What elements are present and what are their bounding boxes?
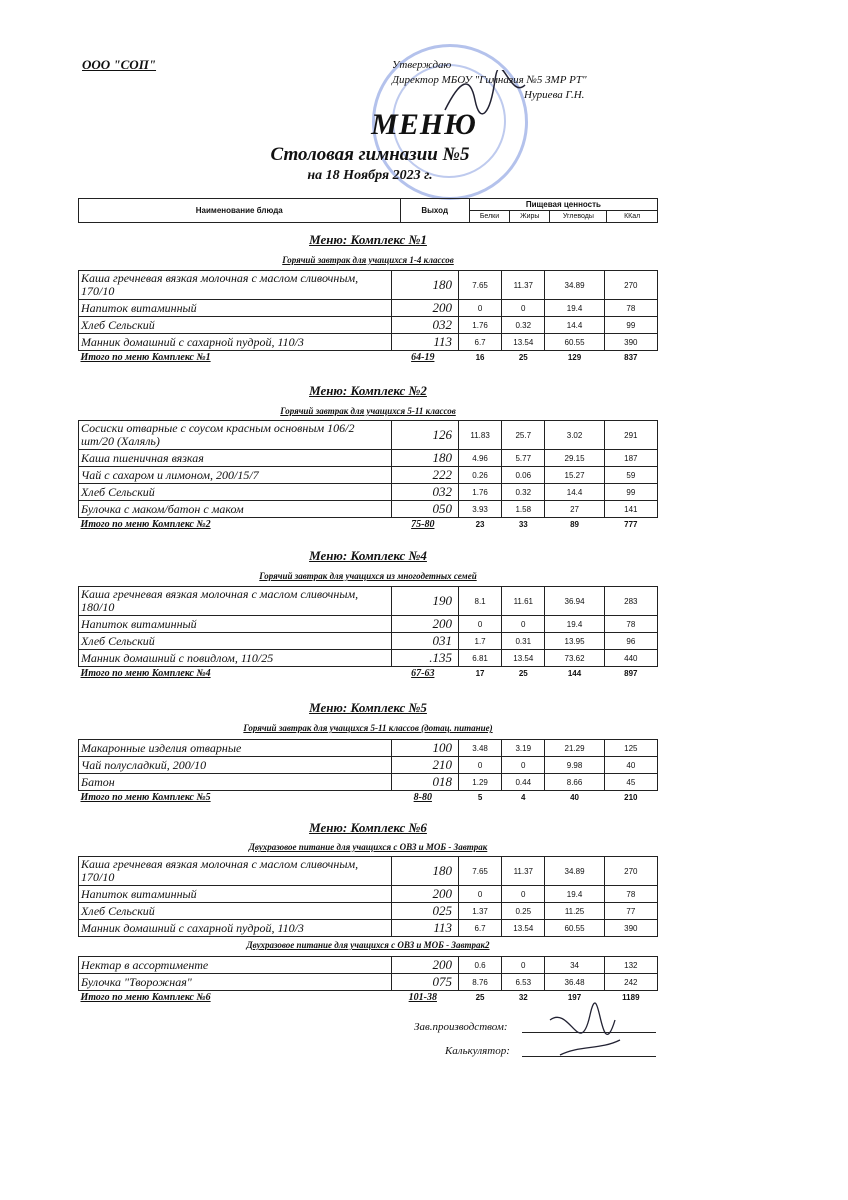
protein-value: 6.7 <box>458 334 501 351</box>
total-carbs: 129 <box>567 353 582 362</box>
fat-value: 11.37 <box>502 857 545 886</box>
fat-value: 0 <box>502 757 545 774</box>
table-row <box>79 974 658 991</box>
dish-name: Нектар в ассортименте <box>79 957 392 974</box>
col-nutrition: Пищевая ценность <box>469 199 657 211</box>
protein-value: 1.29 <box>458 774 501 791</box>
fat-value: 11.61 <box>502 587 545 616</box>
complex-table-2 <box>78 956 658 1004</box>
dish-name: Каша гречневая вязкая молочная с маслом сливочным, 170/10 <box>79 271 392 300</box>
carbs-value: 14.4 <box>545 317 604 334</box>
total-row <box>79 351 658 365</box>
kcal-value: 99 <box>604 317 657 334</box>
table-row <box>79 317 658 334</box>
total-label: Итого по меню Комплекс №5 <box>80 792 211 803</box>
fat-value: 13.54 <box>502 920 545 937</box>
fat-value: 0.06 <box>502 467 545 484</box>
dish-output: 126 <box>391 421 458 450</box>
kcal-value: 77 <box>604 903 657 920</box>
menu-date: на 18 Ноября 2023 г. <box>307 168 433 183</box>
carbs-value: 19.4 <box>545 300 604 317</box>
protein-value: 6.7 <box>458 920 501 937</box>
dish-output: 075 <box>391 974 458 991</box>
kcal-value: 96 <box>604 633 657 650</box>
carbs-value: 19.4 <box>545 886 604 903</box>
col-dish: Наименование блюда <box>79 199 401 223</box>
carbs-value: 29.15 <box>545 450 604 467</box>
fat-value: 13.54 <box>502 334 545 351</box>
kcal-value: 40 <box>604 757 657 774</box>
fat-value: 0.31 <box>502 633 545 650</box>
protein-value: 8.1 <box>458 587 501 616</box>
table-row <box>79 920 658 937</box>
complex-title: Меню: Комплекс №4 <box>309 548 427 563</box>
carbs-value: 19.4 <box>545 616 604 633</box>
complex-title: Меню: Комплекс №1 <box>309 232 427 247</box>
protein-value: 7.65 <box>458 857 501 886</box>
col-kcal: ККал <box>607 211 658 223</box>
total-protein: 23 <box>475 520 485 529</box>
kcal-value: 59 <box>604 467 657 484</box>
carbs-value: 15.27 <box>545 467 604 484</box>
total-output: 101-38 <box>408 992 437 1003</box>
total-output: 75-80 <box>411 519 435 530</box>
complex-subtitle-2: Двухразовое питание для учащихся с ОВЗ и МОБ - Завтрак2 <box>246 940 490 950</box>
kcal-value: 283 <box>604 587 657 616</box>
protein-value: 1.76 <box>458 484 501 501</box>
protein-value: 3.48 <box>458 740 501 757</box>
complex-subtitle: Горячий завтрак для учащихся 1-4 классов <box>282 255 454 265</box>
dish-name: Каша пшеничная вязкая <box>79 450 392 467</box>
table-row <box>79 886 658 903</box>
carbs-value: 21.29 <box>545 740 604 757</box>
protein-value: 3.93 <box>458 501 501 518</box>
complex-subtitle: Горячий завтрак для учащихся 5-11 классов (дотац. питание) <box>243 723 493 733</box>
calculator-label: Калькулятор: <box>445 1045 510 1057</box>
kcal-value: 390 <box>604 334 657 351</box>
table-row <box>79 484 658 501</box>
dish-output: 180 <box>391 857 458 886</box>
carbs-value: 14.4 <box>545 484 604 501</box>
complex-table <box>78 270 658 364</box>
production-label: Зав.производством: <box>414 1021 508 1033</box>
dish-output: 113 <box>391 334 458 351</box>
complex-table <box>78 586 658 680</box>
dish-name: Манник домашний с сахарной пудрой, 110/3 <box>79 920 392 937</box>
fat-value: 25.7 <box>502 421 545 450</box>
total-protein: 25 <box>475 993 485 1002</box>
carbs-value: 73.62 <box>545 650 604 667</box>
protein-value: 4.96 <box>458 450 501 467</box>
dish-output: 018 <box>391 774 458 791</box>
dish-output: 113 <box>391 920 458 937</box>
protein-value: 0 <box>458 757 501 774</box>
table-row <box>79 616 658 633</box>
dish-output: 222 <box>391 467 458 484</box>
dish-output: 200 <box>391 616 458 633</box>
table-row <box>79 587 658 616</box>
protein-value: 1.76 <box>458 317 501 334</box>
carbs-value: 36.48 <box>545 974 604 991</box>
dish-name: Напиток витаминный <box>79 616 392 633</box>
fat-value: 0 <box>502 300 545 317</box>
fat-value: 1.58 <box>502 501 545 518</box>
kcal-value: 125 <box>604 740 657 757</box>
approval-line-2: Директор МБОУ "Гимназия №5 ЗМР РТ" <box>392 74 587 86</box>
table-row <box>79 650 658 667</box>
dish-name: Напиток витаминный <box>79 886 392 903</box>
complex-subtitle: Горячий завтрак для учащихся 5-11 классов <box>280 406 456 416</box>
table-row <box>79 633 658 650</box>
complex-table <box>78 856 658 937</box>
kcal-value: 78 <box>604 886 657 903</box>
dish-output: 200 <box>391 886 458 903</box>
dish-name: Манник домашний с повидлом, 110/25 <box>79 650 392 667</box>
table-row <box>79 857 658 886</box>
col-fat: Жиры <box>510 211 550 223</box>
total-carbs: 40 <box>570 793 579 802</box>
total-label: Итого по меню Комплекс №6 <box>80 992 211 1003</box>
dish-name: Булочка "Творожная" <box>79 974 392 991</box>
total-row <box>79 791 658 805</box>
table-row <box>79 467 658 484</box>
table-row <box>79 421 658 450</box>
kcal-value: 78 <box>604 616 657 633</box>
fat-value: 0.32 <box>502 317 545 334</box>
kcal-value: 78 <box>604 300 657 317</box>
total-carbs: 89 <box>570 520 579 529</box>
protein-value: 1.7 <box>458 633 501 650</box>
total-carbs: 197 <box>567 993 582 1002</box>
fat-value: 0.25 <box>502 903 545 920</box>
dish-output: 050 <box>391 501 458 518</box>
total-kcal: 210 <box>624 793 638 802</box>
dish-name: Чай полусладкий, 200/10 <box>79 757 392 774</box>
carbs-value: 34 <box>545 957 604 974</box>
fat-value: 0.32 <box>502 484 545 501</box>
fat-value: 3.19 <box>502 740 545 757</box>
col-carbs: Углеводы <box>550 211 607 223</box>
kcal-value: 141 <box>604 501 657 518</box>
total-output: 8-80 <box>413 792 432 803</box>
total-fat: 25 <box>518 353 528 362</box>
approval-line-1: Утверждаю <box>392 59 452 71</box>
protein-value: 8.76 <box>458 974 501 991</box>
total-protein: 16 <box>475 353 485 362</box>
total-label: Итого по меню Комплекс №2 <box>80 519 211 530</box>
total-fat: 32 <box>518 993 528 1002</box>
carbs-value: 11.25 <box>545 903 604 920</box>
carbs-value: 3.02 <box>545 421 604 450</box>
dish-output: 100 <box>391 740 458 757</box>
kcal-value: 45 <box>604 774 657 791</box>
carbs-value: 60.55 <box>545 334 604 351</box>
column-header-table <box>78 198 658 223</box>
fat-value: 6.53 <box>502 974 545 991</box>
protein-value: 7.65 <box>458 271 501 300</box>
kcal-value: 132 <box>604 957 657 974</box>
dish-name: Каша гречневая вязкая молочная с маслом сливочным, 170/10 <box>79 857 392 886</box>
table-row <box>79 300 658 317</box>
complex-subtitle: Горячий завтрак для учащихся из многодетных семей <box>259 571 477 581</box>
fat-value: 0 <box>502 957 545 974</box>
col-output: Выход <box>400 199 469 223</box>
complex-title: Меню: Комплекс №5 <box>309 700 427 715</box>
complex-subtitle: Двухразовое питание для учащихся с ОВЗ и МОБ - Завтрак <box>248 842 488 852</box>
signature-scribble <box>540 1000 630 1075</box>
dish-name: Булочка с маком/батон с маком <box>79 501 392 518</box>
kcal-value: 390 <box>604 920 657 937</box>
dish-output: 031 <box>391 633 458 650</box>
protein-value: 0.26 <box>458 467 501 484</box>
dish-output: 210 <box>391 757 458 774</box>
total-fat: 25 <box>518 669 528 678</box>
table-row <box>79 501 658 518</box>
complex-table <box>78 739 658 804</box>
dish-output: 180 <box>391 450 458 467</box>
kcal-value: 440 <box>604 650 657 667</box>
table-row <box>79 774 658 791</box>
kcal-value: 291 <box>604 421 657 450</box>
total-fat: 33 <box>518 520 528 529</box>
kcal-value: 242 <box>604 974 657 991</box>
table-row <box>79 757 658 774</box>
dish-output: 200 <box>391 300 458 317</box>
kcal-value: 270 <box>604 271 657 300</box>
table-row <box>79 740 658 757</box>
dish-name: Сосиски отварные с соусом красным основным 106/2 шт/20 (Халяль) <box>79 421 392 450</box>
total-kcal: 837 <box>624 353 638 362</box>
dish-name: Хлеб Сельский <box>79 903 392 920</box>
fat-value: 0.44 <box>502 774 545 791</box>
total-protein: 17 <box>475 669 485 678</box>
total-protein: 5 <box>477 793 483 802</box>
dish-output: 032 <box>391 317 458 334</box>
organization-name: ООО "СОП" <box>82 57 157 72</box>
carbs-value: 27 <box>545 501 604 518</box>
dish-name: Хлеб Сельский <box>79 484 392 501</box>
carbs-value: 34.89 <box>545 271 604 300</box>
protein-value: 1.37 <box>458 903 501 920</box>
dish-output: .135 <box>391 650 458 667</box>
protein-value: 0 <box>458 616 501 633</box>
total-fat: 4 <box>521 793 526 802</box>
total-output: 64-19 <box>411 352 435 363</box>
protein-value: 0 <box>458 886 501 903</box>
carbs-value: 36.94 <box>545 587 604 616</box>
protein-value: 11.83 <box>458 421 501 450</box>
carbs-value: 60.55 <box>545 920 604 937</box>
table-row <box>79 450 658 467</box>
total-row <box>79 667 658 681</box>
dish-name: Хлеб Сельский <box>79 633 392 650</box>
protein-value: 0 <box>458 300 501 317</box>
total-carbs: 144 <box>567 669 582 678</box>
dish-name: Батон <box>79 774 392 791</box>
dish-output: 190 <box>391 587 458 616</box>
dish-name: Напиток витаминный <box>79 300 392 317</box>
total-label: Итого по меню Комплекс №1 <box>80 352 211 363</box>
carbs-value: 13.95 <box>545 633 604 650</box>
dish-name: Манник домашний с сахарной пудрой, 110/3 <box>79 334 392 351</box>
kcal-value: 99 <box>604 484 657 501</box>
kcal-value: 270 <box>604 857 657 886</box>
total-kcal: 897 <box>624 669 638 678</box>
dish-name: Хлеб Сельский <box>79 317 392 334</box>
total-kcal: 1189 <box>622 993 640 1002</box>
dish-output: 200 <box>391 957 458 974</box>
table-row <box>79 957 658 974</box>
complex-title: Меню: Комплекс №6 <box>309 820 427 835</box>
carbs-value: 8.66 <box>545 774 604 791</box>
col-protein: Белки <box>469 211 509 223</box>
complex-title: Меню: Комплекс №2 <box>309 383 427 398</box>
dish-output: 032 <box>391 484 458 501</box>
protein-value: 0.6 <box>458 957 501 974</box>
dish-output: 180 <box>391 271 458 300</box>
table-row <box>79 334 658 351</box>
fat-value: 5.77 <box>502 450 545 467</box>
approval-name: Нуриева Г.Н. <box>524 89 585 101</box>
dish-name: Макаронные изделия отварные <box>79 740 392 757</box>
dish-output: 025 <box>391 903 458 920</box>
table-row <box>79 271 658 300</box>
total-label: Итого по меню Комплекс №4 <box>80 668 211 679</box>
fat-value: 0 <box>502 886 545 903</box>
table-row <box>79 903 658 920</box>
page-subtitle: Столовая гимназии №5 <box>270 144 470 165</box>
total-row <box>79 518 658 532</box>
total-output: 67-63 <box>411 668 435 679</box>
complex-table <box>78 420 658 531</box>
carbs-value: 9.98 <box>545 757 604 774</box>
dish-name: Чай с сахаром и лимоном, 200/15/7 <box>79 467 392 484</box>
fat-value: 13.54 <box>502 650 545 667</box>
kcal-value: 187 <box>604 450 657 467</box>
fat-value: 11.37 <box>502 271 545 300</box>
protein-value: 6.81 <box>458 650 501 667</box>
fat-value: 0 <box>502 616 545 633</box>
dish-name: Каша гречневая вязкая молочная с маслом сливочным, 180/10 <box>79 587 392 616</box>
carbs-value: 34.89 <box>545 857 604 886</box>
total-kcal: 777 <box>624 520 638 529</box>
page-title: МЕНЮ <box>371 108 477 141</box>
